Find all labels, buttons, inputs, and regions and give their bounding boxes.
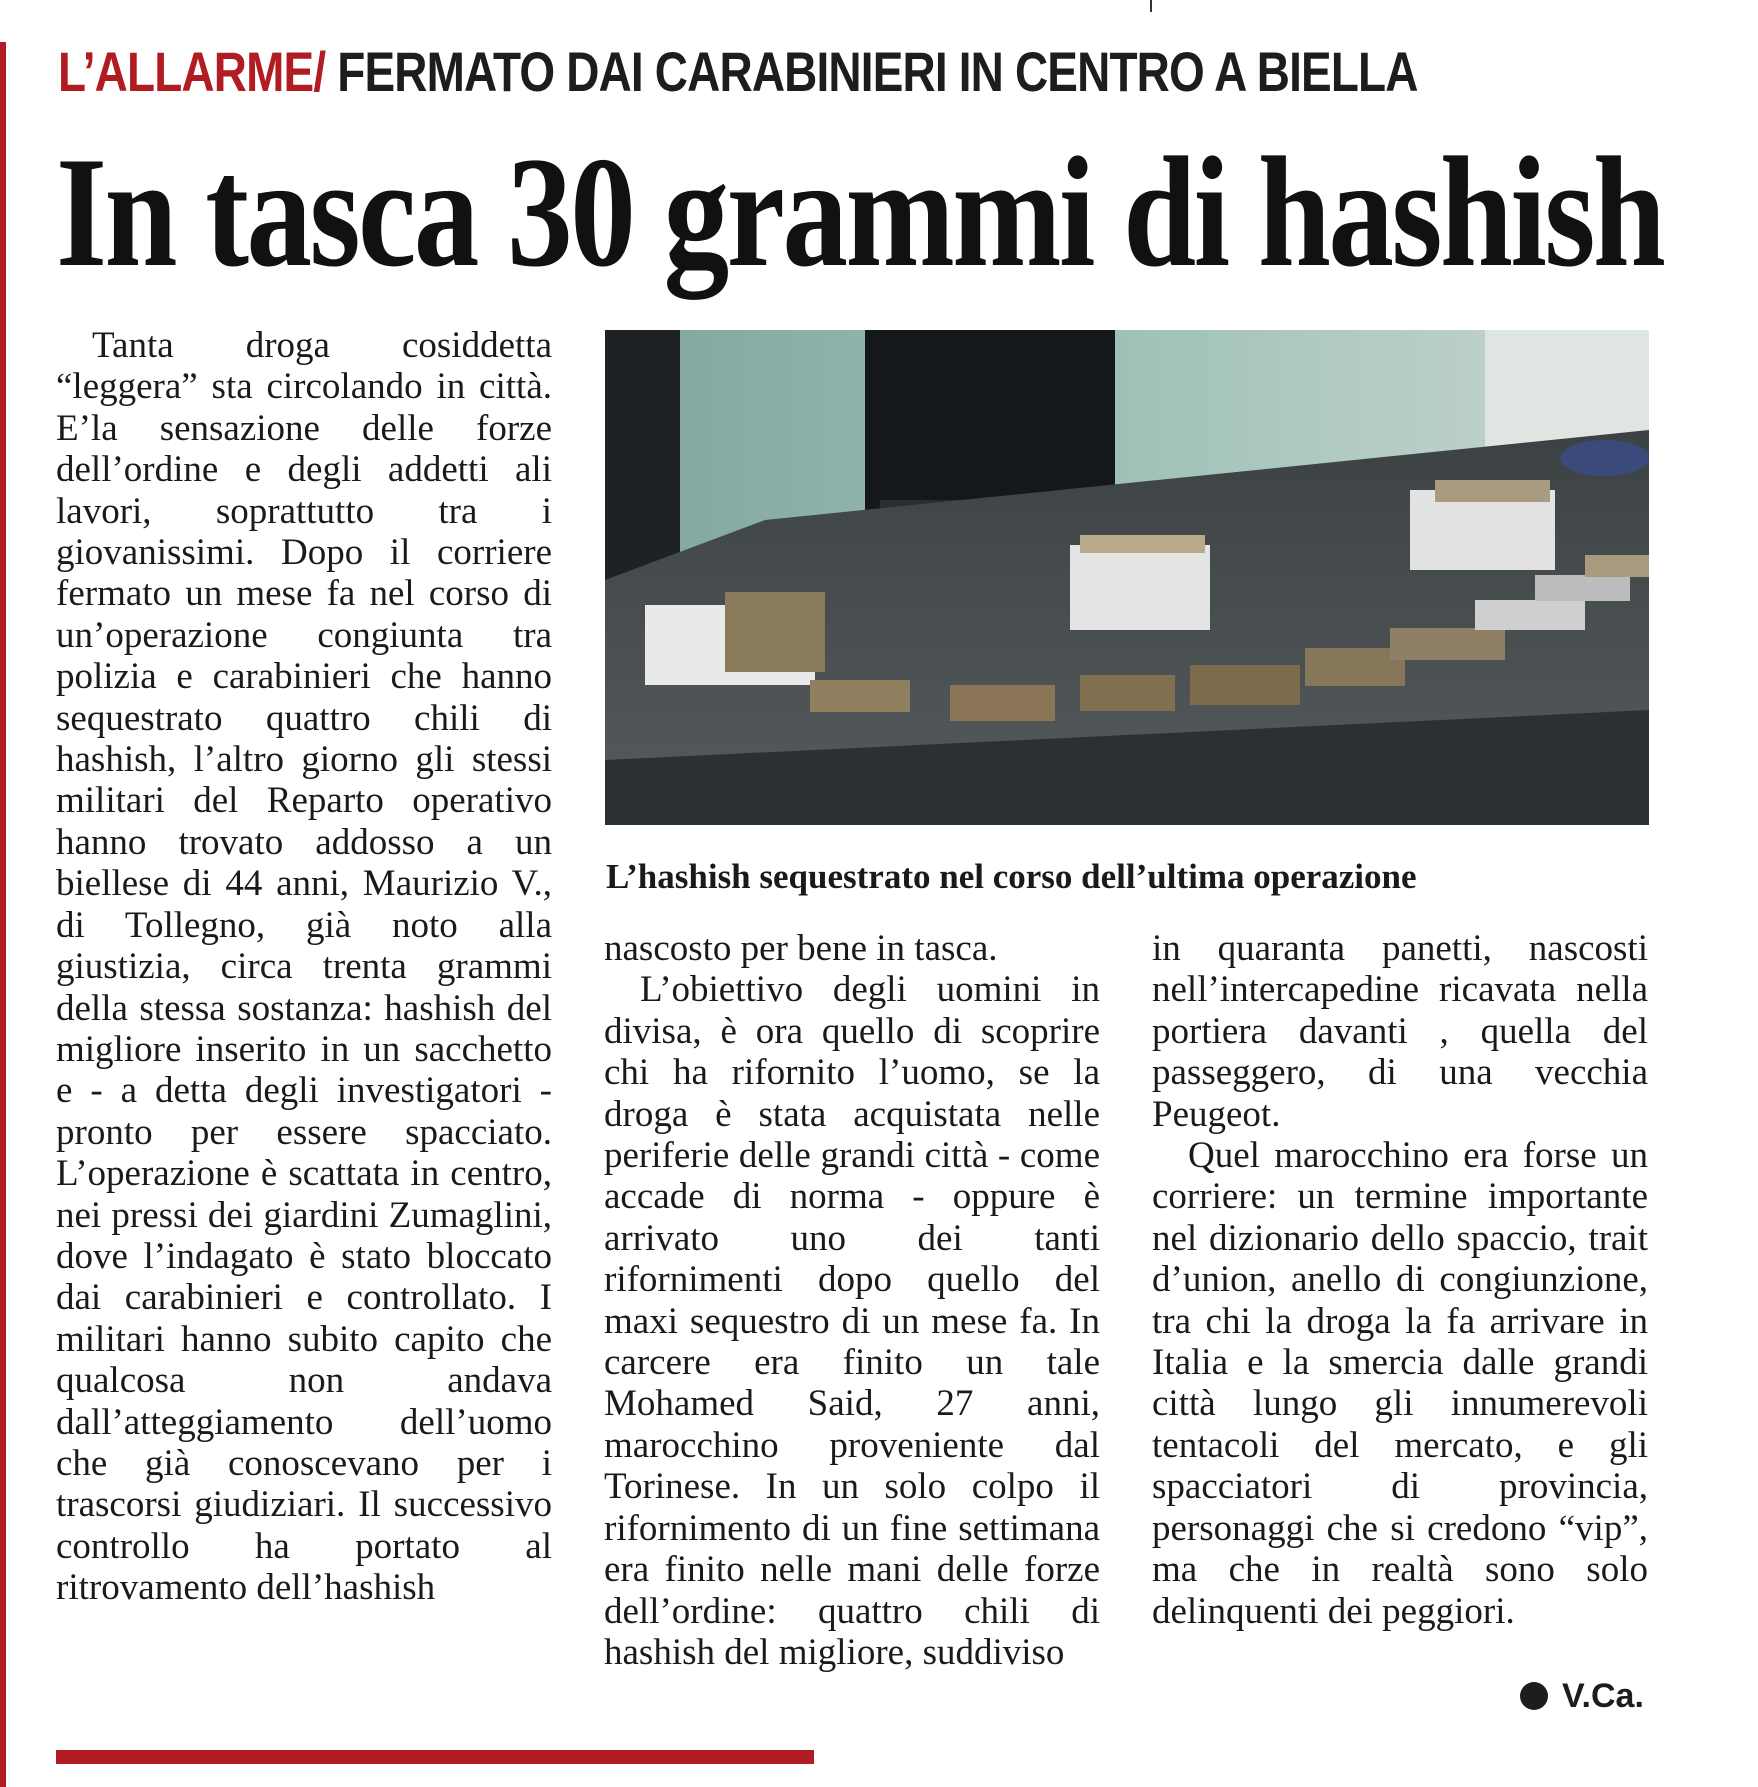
headline: In tasca 30 grammi di hashish [56, 125, 1664, 300]
left-accent-rule [0, 42, 6, 1787]
article-column-1 [56, 325, 552, 1609]
article-column-2 [604, 928, 1100, 1673]
news-photo [605, 330, 1649, 825]
kicker-section: L’ALLARME/ [58, 40, 326, 103]
byline [1520, 1676, 1644, 1716]
col2-paragraph-1: nascosto per bene in tasca. [604, 928, 998, 969]
col2-paragraph-2: L’obiettivo degli uomini in divisa, è ora quello di scoprire chi ha rifornito l’uomo, se la droga è stata acquistata nelle periferie delle grandi città - come accade di norma - oppure è arrivato uno dei tanti rifornimenti dopo quello del maxi sequestro di un mese fa. In carcere era finito un tale Mohamed Said, 27 anni, marocchino proveniente dal Torinese. In un solo colpo il rifornimento di un fine settimana era finito nelle mani delle forze dell’ordine: quattro chili di hashish del migliore, suddiviso [604, 969, 1100, 1673]
bullet-icon [1520, 1682, 1548, 1710]
bottom-accent-rule [56, 1750, 814, 1764]
kicker [58, 36, 1418, 108]
col1-paragraph: Tanta droga cosiddetta “leggera” sta circolando in città. E’la sensazione delle forze dell’ordine e degli addetti ali lavori, soprattutto tra i giovanissimi. Dopo il corriere fermato un mese fa nel corso di un’operazione congiunta tra polizia e carabinieri che hanno sequestrato quattro chili di hashish, l’altro giorno gli stessi militari del Reparto operativo hanno trovato addosso a un biellese di 44 anni, Maurizio V., di Tollegno, già noto alla giustizia, circa trenta grammi della stessa sostanza: hashish del migliore inserito in un sacchetto e - a detta degli investigatori - pronto per essere spacciato. L’operazione è scattata in centro, nei pressi dei giardini Zumaglini, dove l’indagato è stato bloccato dai carabinieri e controllato. I militari hanno subito capito che qualcosa non andava dall’atteggiamento dell’uomo che già conoscevano per i trascorsi giudiziari. Il successivo controllo ha portato al ritrovamento dell’hashish [56, 325, 552, 1609]
col3-paragraph-1: in quaranta panetti, nascosti nell’intercapedine ricavata nella portiera davanti , quella del passeggero, di una vecchia Peugeot. [1152, 928, 1648, 1135]
col3-paragraph-2: Quel marocchino era forse un corriere: un termine importante nel dizionario dello spaccio, trait d’union, anello di congiunzione, tra chi la droga la fa arrivare in Italia e la smercia dalle grandi città lungo gli innumerevoli tentacoli del mercato, e gli spacciatori di provincia, personaggi che si credono “vip”, ma che in realtà sono solo delinquenti dei peggiori. [1152, 1135, 1648, 1632]
kicker-text: FERMATO DAI CARABINIERI IN CENTRO A BIELLA [325, 40, 1418, 103]
byline-text: V.Ca. [1562, 1677, 1644, 1715]
top-crop-mark [1150, 0, 1152, 12]
photo-caption: L’hashish sequestrato nel corso dell’ultima operazione [606, 857, 1417, 896]
article-column-3 [1152, 928, 1648, 1632]
